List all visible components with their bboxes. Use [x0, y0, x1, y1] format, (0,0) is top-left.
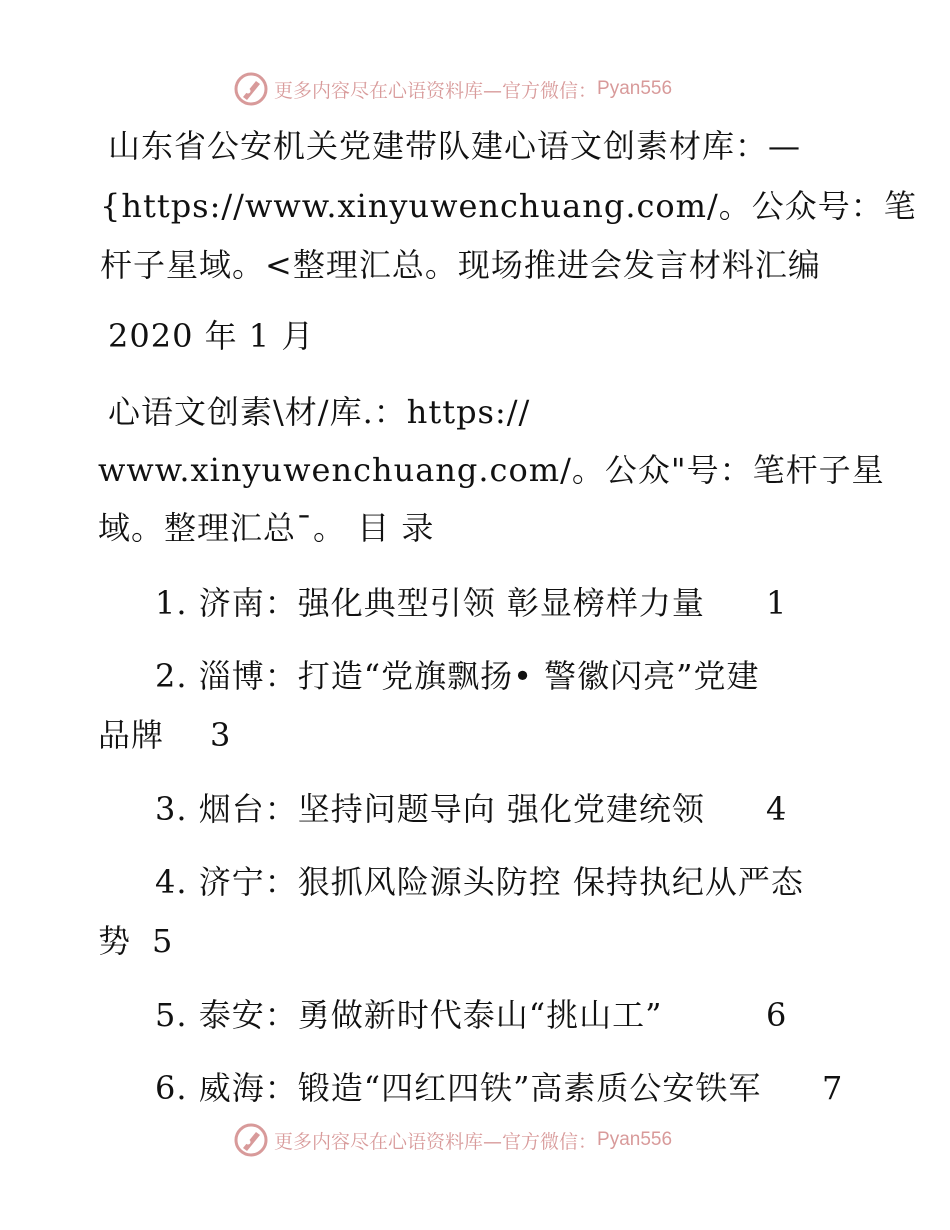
watermark-footer	[234, 1123, 672, 1157]
date-line: 2020 年 1 月	[108, 317, 315, 355]
toc-item-3: 3. 烟台：坚持问题导向 强化党建统领	[155, 790, 705, 828]
watermark-handle: Pyan556	[597, 1129, 673, 1150]
source-line-3: 域。整理汇总¯。 目 录	[98, 509, 435, 547]
toc-page-5: 6	[766, 996, 788, 1034]
toc-item-5: 5. 泰安：勇做新时代泰山“挑山工”	[155, 996, 663, 1034]
pen-logo-icon	[234, 1123, 268, 1157]
toc-page-1: 1	[766, 584, 788, 622]
watermark-text: 更多内容尽在心语资料库—官方微信：	[274, 79, 598, 102]
watermark-header	[234, 72, 672, 106]
toc-item-4-cont: 势	[98, 922, 132, 960]
toc-item-2: 2. 淄博：打造“党旗飘扬• 警徽闪亮”党建	[155, 657, 760, 695]
watermark-handle: Pyan556	[597, 78, 673, 99]
toc-page-4: 5	[152, 922, 174, 960]
toc-page-6: 7	[822, 1069, 844, 1107]
watermark-text: 更多内容尽在心语资料库—官方微信：	[274, 1130, 598, 1153]
toc-page-2: 3	[210, 716, 232, 754]
title-line-2: {https://www.xinyuwenchuang.com/。公众号：笔	[100, 187, 917, 225]
source-line-1: 心语文创素\材/库.：https://	[108, 393, 531, 431]
title-line-1: 山东省公安机关党建带队建心语文创素材库：—	[108, 127, 802, 165]
source-line-2: www.xinyuwenchuang.com/。公众"号：笔杆子星	[98, 451, 885, 489]
toc-item-6: 6. 威海：锻造“四红四铁”高素质公安铁军	[155, 1069, 762, 1107]
toc-item-1: 1. 济南：强化典型引领 彰显榜样力量	[155, 584, 705, 622]
toc-page-3: 4	[766, 790, 788, 828]
toc-item-4: 4. 济宁：狠抓风险源头防控 保持执纪从严态	[155, 863, 804, 901]
toc-item-2-cont: 品牌	[98, 716, 165, 754]
pen-logo-icon	[234, 72, 268, 106]
title-line-3: 杆子星域。<整理汇总。现场推进会发言材料汇编	[100, 246, 821, 284]
